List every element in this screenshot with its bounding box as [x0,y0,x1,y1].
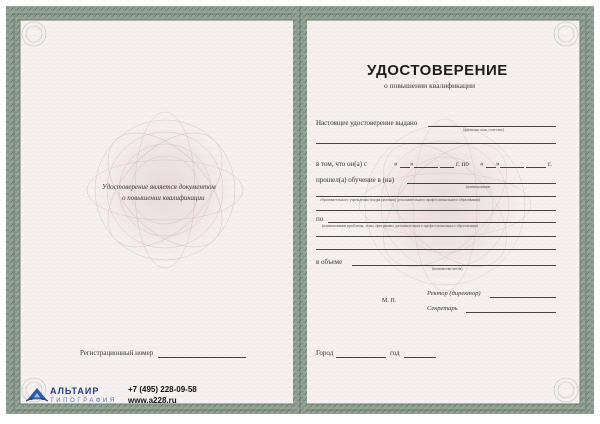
institution-hint: образовательного учреждения (подразделения) дополнительного профессионального образования) [320,198,481,202]
program-hint: (наименование проблемы, темы, программы дополнительного профессионального образования) [322,224,478,228]
that-label: в том, что он(а) с [316,160,367,168]
end-month-line [500,167,524,168]
city-label: Город [316,349,334,357]
start-year-line [440,167,454,168]
issued-hint: (фамилия, имя, отчество) [463,128,504,132]
issued-line-2 [316,143,556,144]
printer-logo [26,384,126,408]
issued-line [428,126,556,127]
brand-name: АЛЬТАИР [50,386,100,396]
year-line [404,357,436,358]
year-label: год [390,349,400,357]
certificate-subtitle: о повышении квалификации [384,81,475,90]
program-line [328,222,556,223]
training-label: прошел(а) обучение в (на) [316,176,395,184]
start-day-line [400,167,410,168]
reg-number-line [158,357,246,358]
training-hint: (наименование [466,185,491,189]
date-quote-close-2: » [496,160,500,168]
start-month-line [414,167,438,168]
on-label: по [316,215,324,223]
program-line-3 [316,249,556,250]
end-year-line [526,167,546,168]
volume-line [352,265,556,266]
altair-logo-icon [26,386,48,402]
volume-label: в объеме [316,258,343,266]
date-quote-open-2: « [480,160,484,168]
secretary-line [466,312,556,313]
stamp-line-2: о повышении квалификации [122,194,205,202]
certificate-title: УДОСТОВЕРЕНИЕ [367,62,508,79]
rector-label: Ректор (директор) [427,290,481,297]
printer-website[interactable]: www.a228.ru [128,396,177,405]
printer-phone: +7 (495) 228-09-58 [128,385,197,394]
rector-line [490,297,556,298]
year-end-label: г. [548,160,552,168]
year-to-label: г. по [456,160,469,168]
end-day-line [486,167,496,168]
date-quote-close-1: » [410,160,414,168]
program-line-2 [316,236,556,237]
institution-line [316,196,556,197]
stamp-place-label: М. П. [382,298,397,304]
institution-line-2 [316,210,556,211]
date-quote-open-1: « [394,160,398,168]
secretary-label: Секретарь [427,305,458,312]
brand-subtitle: ТИПОГРАФИЯ [50,398,117,404]
issued-label: Настоящее удостоверение выдано [316,119,418,127]
training-line [407,183,556,184]
stamp-line-1: Удостоверение является документом [102,183,216,191]
hours-hint: (количество часов) [432,267,463,271]
city-line [336,357,386,358]
reg-number-label: Регистрационный номер [80,349,154,357]
